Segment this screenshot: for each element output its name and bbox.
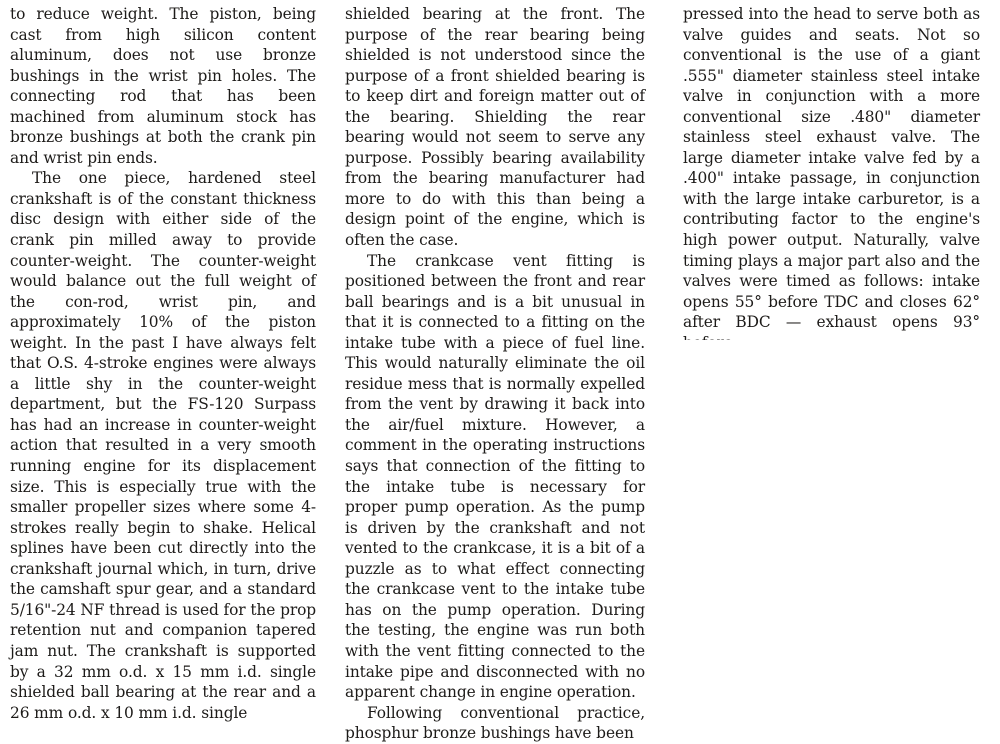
article-column-2 — [345, 4, 645, 744]
paragraph: Following conventional practice, phosphur bronze bushings have been — [345, 703, 645, 743]
paragraph: to reduce weight. The piston, being cast from high silicon content aluminum, does not use bronze bushings in the wrist pin holes. The connecting rod that has been machined from aluminum stock has bronze bushings at both the crank pin and wrist pin ends. — [10, 5, 316, 167]
paragraph: pressed into the head to serve both as valve guides and seats. Not so conventional is the use of a giant .555" diameter stainless steel intake valve in conjunction with a more conventional size .480" diameter stainless steel exhaust valve. The large diameter intake valve fed by a .400" intake passage, in conjunction with the large intake carburetor, is a contributing factor to the engine's high power output. Naturally, valve timing plays a major part also and the valves were timed as follows: intake opens 55° before TDC and closes 62° after BDC — exhaust opens 93° — [683, 5, 980, 332]
paragraph: shielded bearing at the front. The purpose of the rear bearing being shielded is not understood since the purpose of a front shielded bearing is to keep dirt and foreign matter out of the bearing. Shielding the rear bearing would not seem to serve any purpose. Possibly bearing availability from the bearing manufacturer had more to do with this than being a design point of the engine, which is often the case. — [345, 5, 645, 250]
paragraph: The crankcase vent fitting is positioned between the front and rear ball bearings and is a bit unusual in that it is connected to a fitting on the intake tube with a piece of fuel line. This would naturally eliminate the oil residue mess that is normally expelled from the vent by drawing it back into the air/fuel mixture. However, a comment in the operating instructions says that connection of the fitting to the intake tube is necessary for proper pump operation. As the pump is driven by the crankshaft and not vented to the crankcase, it is a bit of a puzzle as to what effect connecting the crankcase vent to the intake tube has on the pump operation. During the testing, the engine was run both with the vent fitting connected to the intake pipe and disconnected with no apparent change in engine operation. — [345, 251, 645, 702]
article-column-3 — [683, 4, 980, 373]
blank-area — [655, 340, 1000, 709]
article-column-1 — [10, 4, 316, 723]
paragraph: The one piece, hardened steel crankshaft is of the constant thickness disc design with either side of the crank pin milled away to provide counter-weight. The counter-weight would balance out the full weight of the con-rod, wrist pin, and approximately 10% of the piston weight. In the past I have always felt that O.S. 4-stroke engines were always a little shy in the counter-weight department, but the FS-120 Surpass has had an increase in counter-weight action that resulted in a very smooth running engine for its displacement size. This is especially true with the smaller propeller sizes where some 4-strokes really begin to shake. Helical splines have been cut directly into the crankshaft journal which, in turn, drive the camshaft spur gear, and a standard 5/16"-24 NF thread is used for the prop retention nut and companion tapered jam nut. The crankshaft is supported by a 32 mm o.d. x 15 mm i.d. single shielded ball bearing at the rear and a 26 mm o.d. x 10 mm i.d. single — [10, 169, 316, 722]
